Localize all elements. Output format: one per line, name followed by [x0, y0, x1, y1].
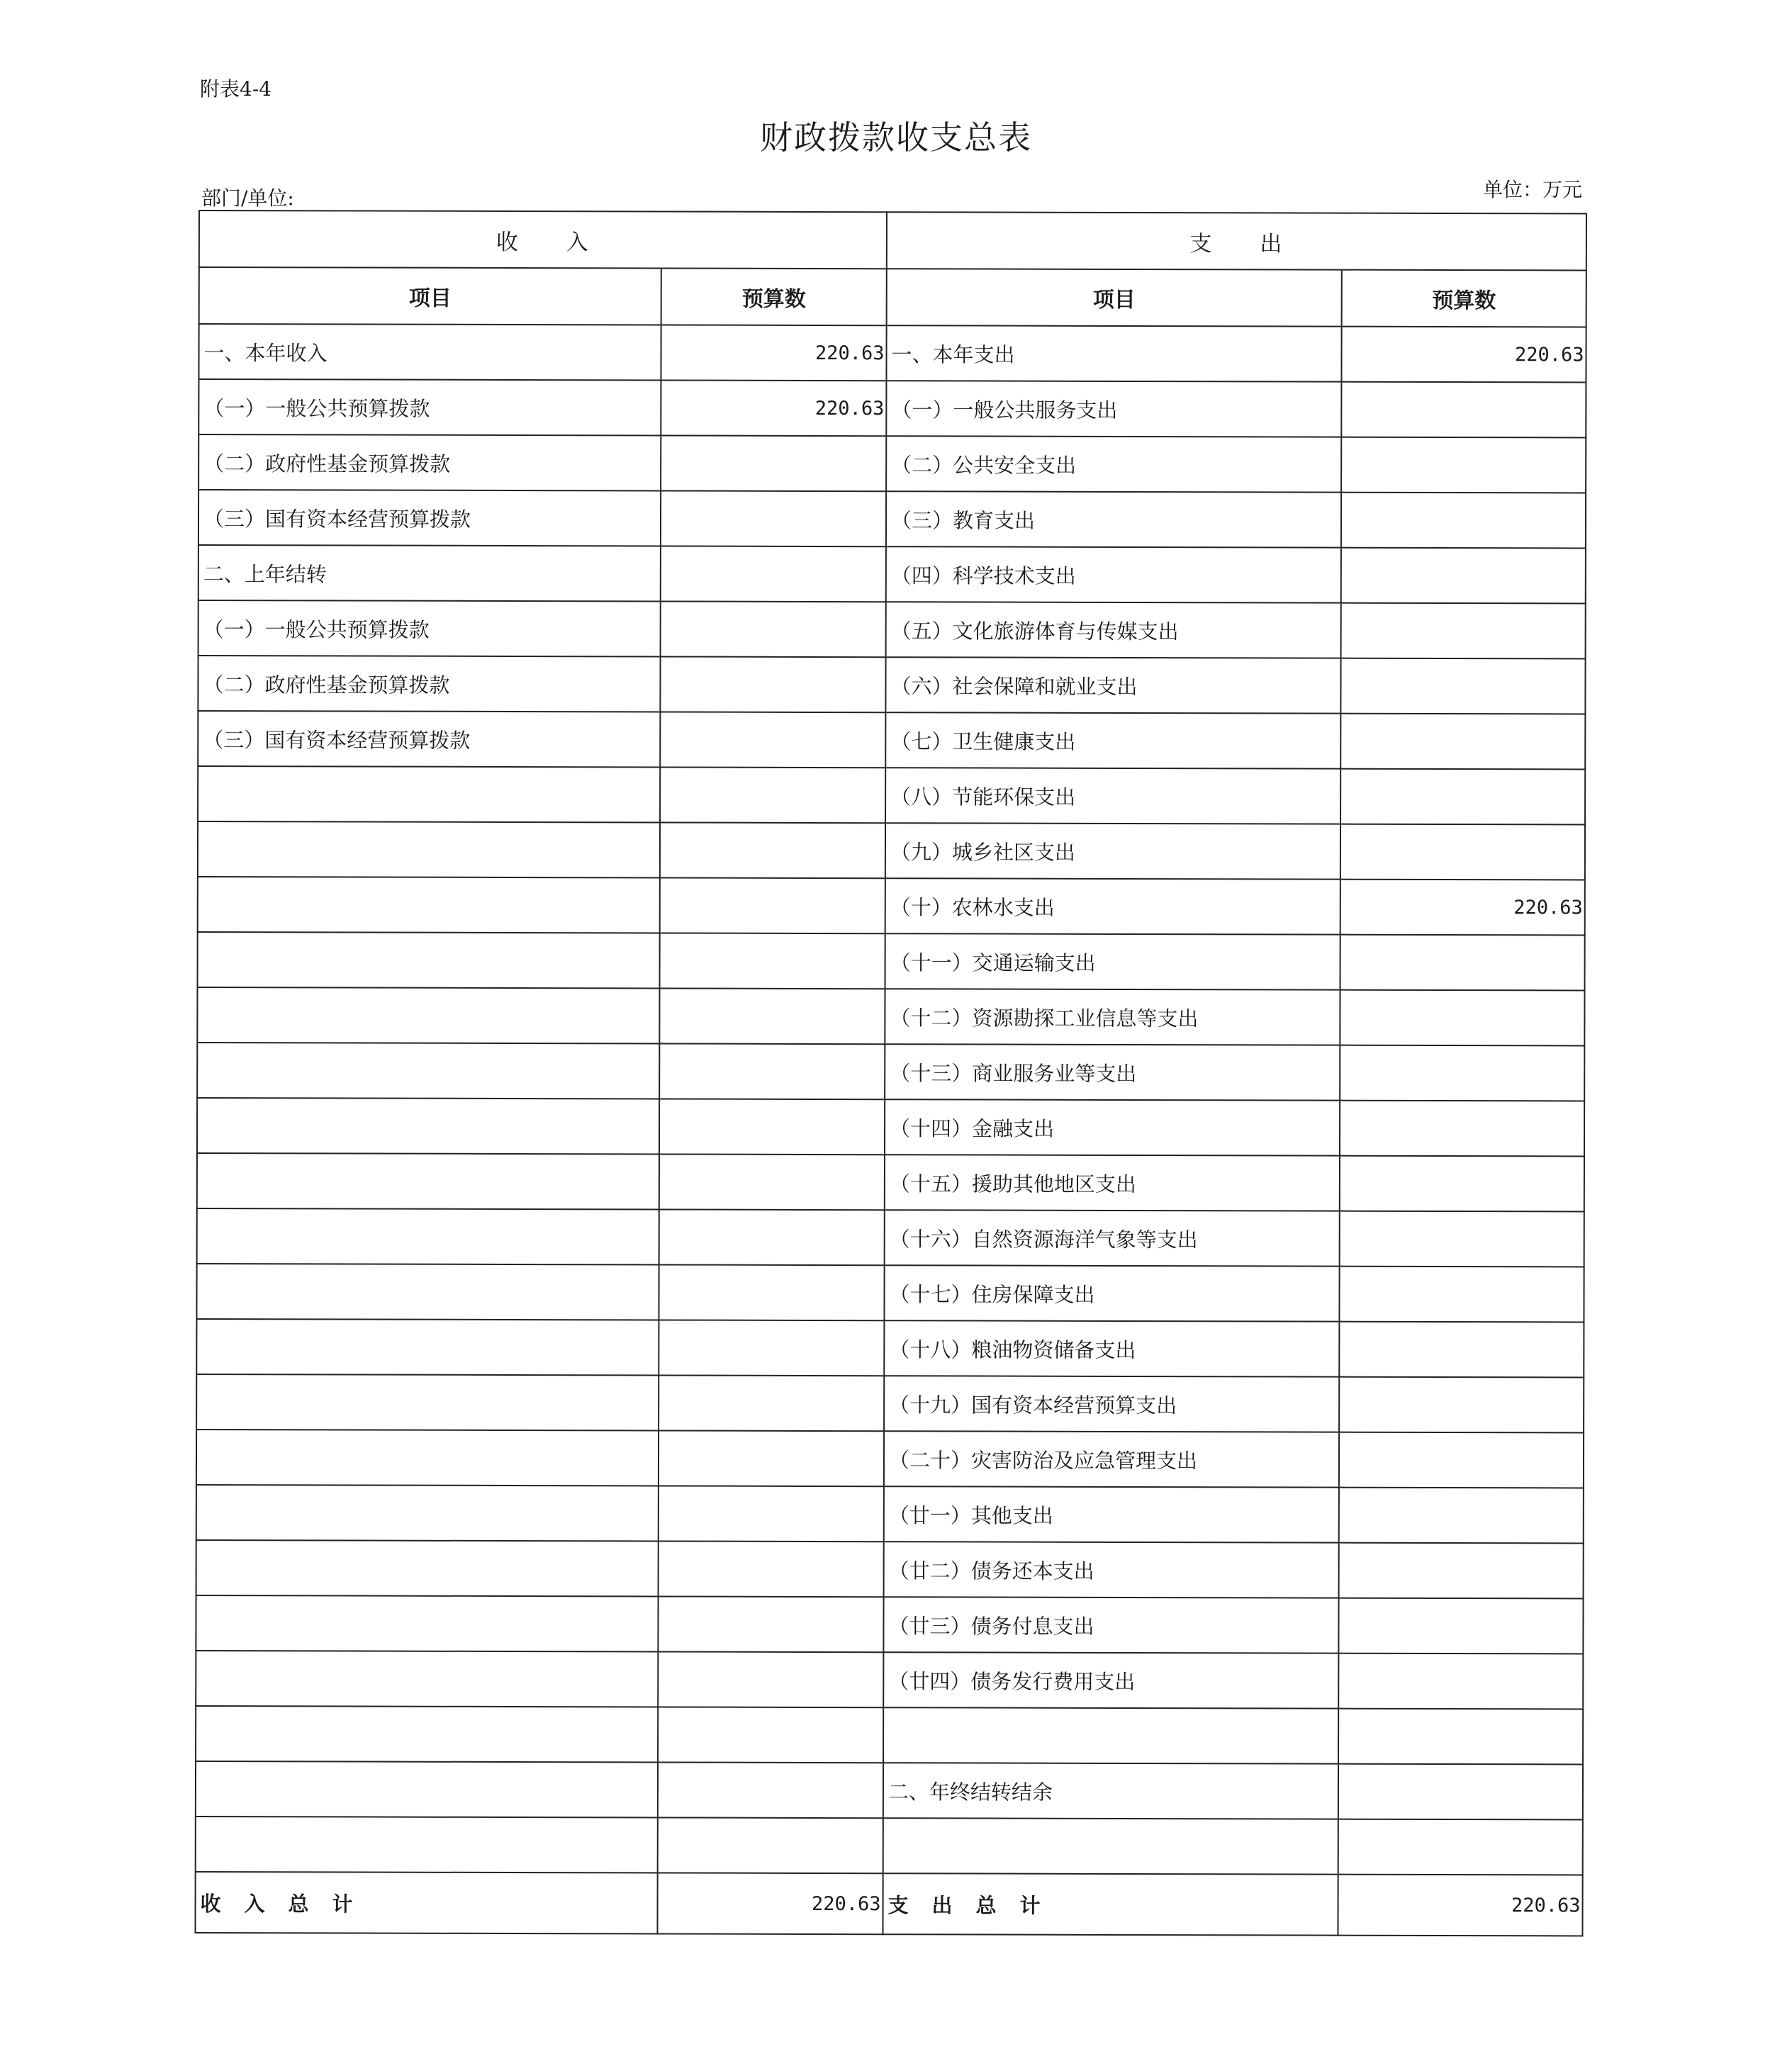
income-item-cell: [196, 1540, 659, 1596]
expense-budget-cell: [1340, 1045, 1584, 1101]
expense-item-cell: （三）教育支出: [886, 491, 1341, 547]
expense-item-cell: （廿三）债务付息支出: [883, 1597, 1338, 1653]
expense-budget-cell: [1340, 1156, 1584, 1212]
expense-item-cell: （十三）商业服务业等支出: [885, 1044, 1340, 1100]
expense-item-cell: （十二）资源勘探工业信息等支出: [885, 989, 1340, 1045]
expense-budget-cell: [1340, 824, 1585, 880]
expense-budget-cell: [1339, 1322, 1584, 1378]
expense-item-header: 项目: [887, 269, 1342, 326]
table-row: [196, 1817, 1583, 1875]
expense-budget-cell: [1338, 1709, 1583, 1765]
income-budget-cell: [658, 1707, 883, 1763]
expense-budget-cell: [1340, 935, 1585, 991]
income-budget-cell: [659, 988, 885, 1044]
income-budget-cell: 220.63: [661, 325, 886, 381]
expense-item-cell: 二、年终结转结余: [883, 1763, 1338, 1819]
expense-item-cell: （十）农林水支出: [885, 878, 1340, 934]
table-row: [197, 1153, 1584, 1211]
income-budget-cell: [660, 877, 885, 933]
income-budget-cell: [659, 1154, 885, 1210]
income-item-cell: [198, 877, 660, 933]
income-budget-cell: [661, 435, 886, 491]
income-budget-cell: [659, 1430, 884, 1486]
income-item-header: 项目: [199, 267, 661, 325]
expense-item-cell: （二十）灾害防治及应急管理支出: [884, 1431, 1339, 1487]
income-budget-cell: [660, 712, 885, 768]
expense-budget-cell: [1338, 1819, 1583, 1875]
income-item-cell: [196, 1651, 658, 1707]
income-item-cell: 一、本年收入: [198, 324, 661, 380]
expense-item-cell: （一）一般公共服务支出: [886, 381, 1341, 437]
income-item-cell: （二）政府性基金预算拨款: [198, 656, 660, 712]
income-item-cell: [196, 1264, 659, 1320]
expense-budget-cell: [1338, 1654, 1583, 1709]
income-item-cell: [196, 1374, 659, 1430]
fiscal-budget-table: [194, 210, 1587, 1936]
group-header-row: [199, 210, 1586, 270]
expense-item-cell: （九）城乡社区支出: [885, 823, 1340, 879]
expense-item-cell: （十五）援助其他地区支出: [885, 1155, 1340, 1211]
income-item-cell: [197, 1208, 659, 1264]
table-row: [196, 1761, 1583, 1819]
expense-budget-cell: [1339, 1432, 1584, 1488]
income-budget-cell: [658, 1596, 883, 1652]
expense-budget-cell: [1340, 1101, 1584, 1157]
table-row: [198, 711, 1585, 769]
income-budget-cell: 220.63: [661, 380, 886, 436]
table-row: [196, 1706, 1583, 1764]
income-budget-header: 预算数: [661, 268, 887, 325]
income-budget-cell: [660, 933, 885, 989]
table-row: [197, 1043, 1584, 1101]
page-title: 财政拨款收支总表: [760, 118, 1032, 157]
income-budget-cell: [659, 1486, 884, 1542]
table-row: [196, 1374, 1584, 1432]
income-item-cell: （三）国有资本经营预算拨款: [198, 711, 660, 767]
table-row: [198, 656, 1585, 714]
income-budget-cell: [659, 1541, 884, 1597]
expense-item-cell: （十七）住房保障支出: [884, 1265, 1339, 1321]
table-row: [198, 434, 1586, 493]
income-item-cell: [197, 987, 659, 1043]
table-row: [196, 1430, 1584, 1488]
total-row: [195, 1872, 1582, 1936]
income-item-cell: [196, 1761, 658, 1817]
expense-item-cell: （六）社会保障和就业支出: [885, 657, 1340, 713]
income-item-cell: 二、上年结转: [198, 545, 661, 601]
expense-budget-cell: 220.63: [1340, 880, 1585, 936]
expense-budget-header: 预算数: [1342, 270, 1586, 327]
income-budget-cell: [660, 767, 885, 823]
income-budget-cell: [658, 1651, 883, 1707]
income-item-cell: [198, 766, 660, 822]
expense-total-value: 220.63: [1338, 1875, 1582, 1936]
table-row: [196, 1595, 1583, 1654]
income-budget-cell: [661, 601, 886, 657]
expense-header: 支 出: [887, 212, 1586, 270]
expense-item-cell: （十八）粮油物资储备支出: [884, 1320, 1339, 1376]
income-budget-cell: [660, 822, 885, 878]
expense-item-cell: （十四）金融支出: [885, 1099, 1340, 1155]
income-item-cell: （一）一般公共预算拨款: [198, 379, 661, 435]
income-budget-cell: [658, 1762, 883, 1818]
expense-budget-cell: [1341, 493, 1586, 549]
income-budget-cell: [659, 1375, 884, 1431]
expense-budget-cell: [1340, 990, 1584, 1046]
income-item-cell: （三）国有资本经营预算拨款: [198, 490, 661, 546]
expense-budget-cell: [1339, 1267, 1584, 1323]
expense-item-cell: （八）节能环保支出: [885, 768, 1340, 824]
table-row: [198, 545, 1586, 603]
expense-budget-cell: [1339, 1488, 1584, 1544]
income-budget-cell: [661, 546, 886, 602]
income-item-cell: [197, 1153, 659, 1209]
table-row: [198, 877, 1585, 935]
expense-item-cell: （十六）自然资源海洋气象等支出: [885, 1210, 1340, 1266]
income-item-cell: [196, 1595, 658, 1651]
income-item-cell: [198, 821, 660, 877]
income-budget-cell: [659, 1099, 885, 1155]
expense-item-cell: （廿二）债务还本支出: [884, 1542, 1339, 1598]
attachment-number: 附表4-4: [200, 77, 272, 101]
income-item-cell: [197, 1043, 659, 1099]
expense-total-label: 支 出 总 计: [883, 1873, 1338, 1935]
income-budget-cell: [661, 490, 886, 546]
expense-item-cell: 一、本年支出: [886, 325, 1341, 381]
income-item-cell: （二）政府性基金预算拨款: [198, 434, 661, 490]
income-budget-cell: [659, 1320, 884, 1376]
unit-label: 单位：万元: [1482, 178, 1582, 201]
expense-budget-cell: [1341, 603, 1586, 659]
expense-item-cell: （廿一）其他支出: [884, 1486, 1339, 1542]
table-row: [196, 1485, 1584, 1543]
income-item-cell: [196, 1485, 659, 1541]
expense-item-cell: （二）公共安全支出: [886, 436, 1341, 492]
table-row: [196, 1540, 1584, 1598]
expense-budget-cell: [1340, 769, 1585, 825]
expense-budget-cell: [1341, 548, 1586, 604]
expense-budget-cell: [1341, 437, 1586, 493]
expense-budget-cell: 220.63: [1341, 327, 1586, 383]
expense-item-cell: （十九）国有资本经营预算支出: [884, 1376, 1339, 1432]
expense-budget-cell: [1339, 1377, 1584, 1433]
expense-budget-cell: [1340, 658, 1585, 714]
expense-budget-cell: [1341, 382, 1586, 438]
table-row: [198, 490, 1586, 548]
table-row: [197, 1208, 1584, 1267]
table-row: [197, 1098, 1584, 1156]
table-row: [196, 1264, 1584, 1322]
income-total-value: 220.63: [657, 1873, 883, 1934]
income-budget-cell: [659, 1209, 885, 1265]
table-row: [198, 379, 1586, 437]
income-item-cell: （一）一般公共预算拨款: [198, 600, 661, 656]
expense-budget-cell: [1338, 1598, 1583, 1654]
income-budget-cell: [659, 1264, 884, 1320]
table-row: [197, 987, 1584, 1045]
expense-item-cell: （七）卫生健康支出: [885, 712, 1340, 768]
expense-budget-cell: [1340, 714, 1585, 770]
table-row: [198, 766, 1585, 824]
income-item-cell: [196, 1817, 658, 1873]
income-total-label: 收 入 总 计: [195, 1872, 657, 1933]
table-row: [196, 1319, 1584, 1377]
department-label: 部门/单位:: [201, 186, 294, 210]
expense-item-cell: （五）文化旅游体育与传媒支出: [886, 602, 1341, 658]
expense-item-cell: [883, 1818, 1338, 1874]
income-item-cell: [197, 1098, 659, 1154]
column-header-row: [199, 267, 1586, 327]
income-header: 收 入: [199, 210, 887, 269]
expense-budget-cell: [1339, 1543, 1584, 1599]
income-item-cell: [196, 1430, 659, 1486]
income-item-cell: [196, 1319, 659, 1375]
table-row: [198, 324, 1586, 382]
income-item-cell: [198, 932, 660, 988]
expense-item-cell: （廿四）债务发行费用支出: [883, 1652, 1338, 1708]
expense-item-cell: [883, 1707, 1338, 1763]
income-budget-cell: [658, 1817, 883, 1873]
expense-item-cell: （四）科学技术支出: [886, 546, 1341, 602]
table-row: [196, 1651, 1583, 1709]
income-budget-cell: [660, 656, 885, 712]
expense-budget-cell: [1338, 1764, 1583, 1820]
income-budget-cell: [659, 1043, 885, 1099]
income-item-cell: [196, 1706, 658, 1762]
table-row: [198, 821, 1585, 880]
expense-item-cell: （十一）交通运输支出: [885, 933, 1340, 989]
table-row: [198, 932, 1585, 990]
table-row: [198, 600, 1586, 658]
expense-budget-cell: [1340, 1211, 1584, 1267]
